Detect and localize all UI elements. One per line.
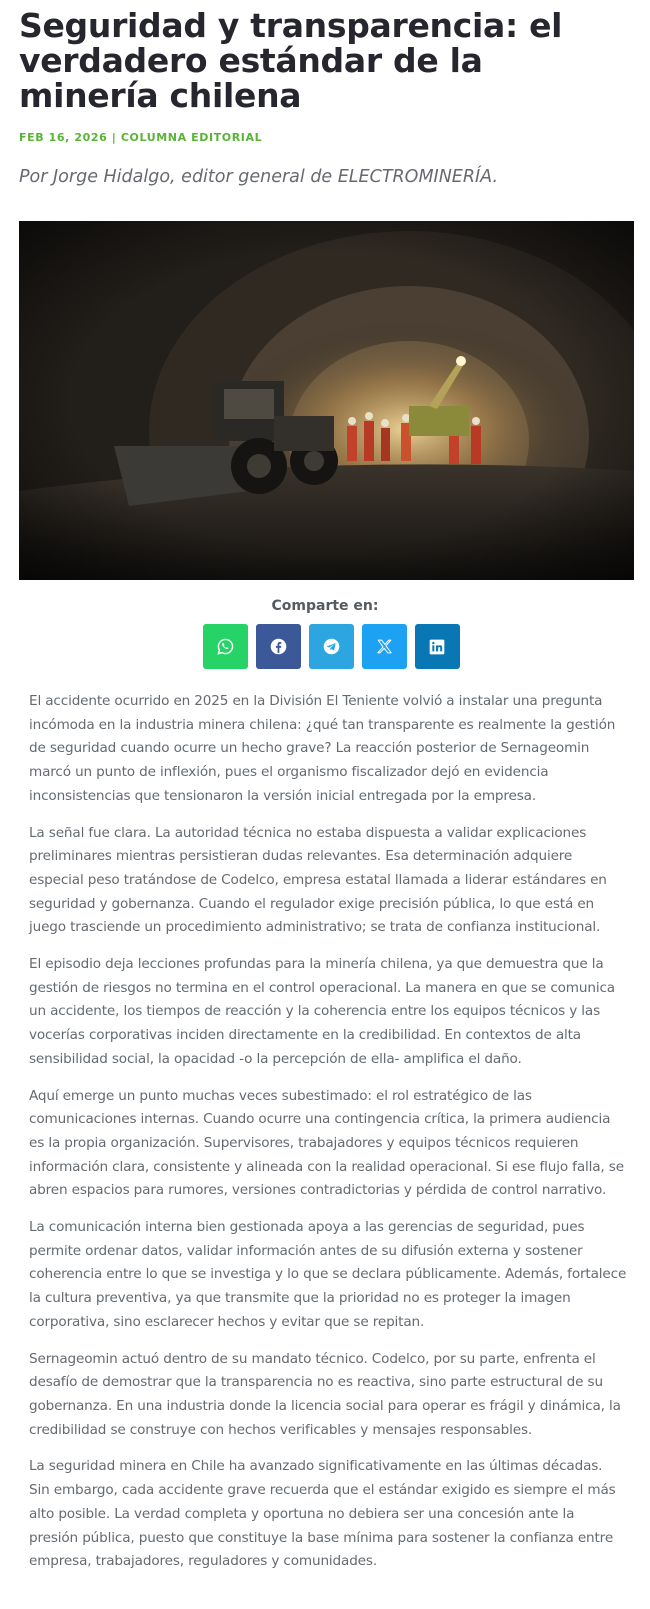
paragraph: El episodio deja lecciones profundas para la minería chilena, ya que demuestra que la gestión de riesgos no termina en el control operacional. La manera en que se comunica un accidente, los tiempos de reacción y la coherencia entre los equipos técnicos y las vocerías corporativas inciden directamente en la credibilidad. En contextos de alta sensibilidad social, la opacidad -o la percepción de ella- amplifica el daño. [29,956,615,1067]
telegram-icon [323,638,340,655]
paragraph: La comunicación interna bien gestionada apoya a las gerencias de seguridad, pues permite ordenar datos, validar información antes de su difusión externa y sostener coherencia entre lo que se investiga y lo que se declara públicamente. Además, fortalece la cultura preventiva, ya que transmite que la prioridad no es proteger la imagen corporativa, sino esclarecer hechos y evitar que se repitan. [29,1219,627,1330]
article-container [0,8,650,1574]
linkedin-icon [429,639,445,655]
share-buttons [19,624,631,669]
x-icon [376,638,393,655]
linkedin-share-button[interactable] [415,624,460,669]
whatsapp-share-button[interactable] [203,624,248,669]
article-byline: Por Jorge Hidalgo, editor general de ELECTROMINERÍA. [19,167,499,187]
article-date[interactable]: FEB 16, 2026 [19,131,108,144]
mine-tunnel-illustration [19,221,634,580]
hero-image [19,221,634,580]
article-body [19,690,631,1574]
article-meta [19,131,631,144]
paragraph: La seguridad minera en Chile ha avanzado significativamente en las últimas décadas. Sin embargo, cada accidente grave recuerda que el estándar exigido es siempre el más alto posible. La verdad completa y oportuna no debiera ser una concesión ante la presión pública, puesto que constituye la base mínima para sostener la confianza entre empresa, trabajadores, reguladores y comunidades. [29,1458,616,1570]
facebook-share-button[interactable] [256,624,301,669]
whatsapp-icon [217,638,234,655]
paragraph: La señal fue clara. La autoridad técnica no estaba dispuesta a validar explicaciones preliminares mientras persistieran dudas relevantes. Esa determinación adquiere especial peso tratándose de Codelco, empresa estatal llamada a liderar estándares en seguridad y gobernanza. Cuando el regulador exige precisión pública, lo que está en juego trasciende un procedimiento administrativo; se trata de confianza institucional. [29,824,607,936]
x-share-button[interactable] [362,624,407,669]
paragraph: Sernageomin actuó dentro de su mandato técnico. Codelco, por su parte, enfrenta el desafío de demostrar que la transparencia no es reactiva, sino parte estructural de su gobernanza. En una industria donde la licencia social para operar es frágil y dinámica, la credibilidad se construye con hechos verificables y mensajes responsables. [29,1350,621,1438]
telegram-share-button[interactable] [309,624,354,669]
paragraph: Aquí emerge un punto muchas veces subestimado: el rol estratégico de las comunicaciones internas. Cuando ocurre una contingencia crítica, la primera audiencia es la propia organización. Supervisores, trabajadores y equipos técnicos requieren información clara, consistente y alineada con la realidad operacional. Si ese flujo falla, se abren espacios para rumores, versiones contradictorias y pérdida de control narrativo. [29,1087,624,1199]
article-category[interactable]: COLUMNA EDITORIAL [120,131,263,144]
facebook-icon [270,638,287,655]
article-title: Seguridad y transparencia: el verdadero estándar de la minería chilena [19,6,563,115]
meta-separator: | [107,131,121,144]
share-label: Comparte en: [271,598,379,614]
paragraph: El accidente ocurrido en 2025 en la División El Teniente volvió a instalar una pregunta incómoda en la industria minera chilena: ¿qué tan transparente es realmente la gestión de seguridad cuando ocurre un hecho grave? La reacción posterior de Sernageomin marcó un punto de inflexión, pues el organismo fiscalizador dejó en evidencia inconsistencias que tensionaron la versión inicial entregada por la empresa. [29,693,616,804]
